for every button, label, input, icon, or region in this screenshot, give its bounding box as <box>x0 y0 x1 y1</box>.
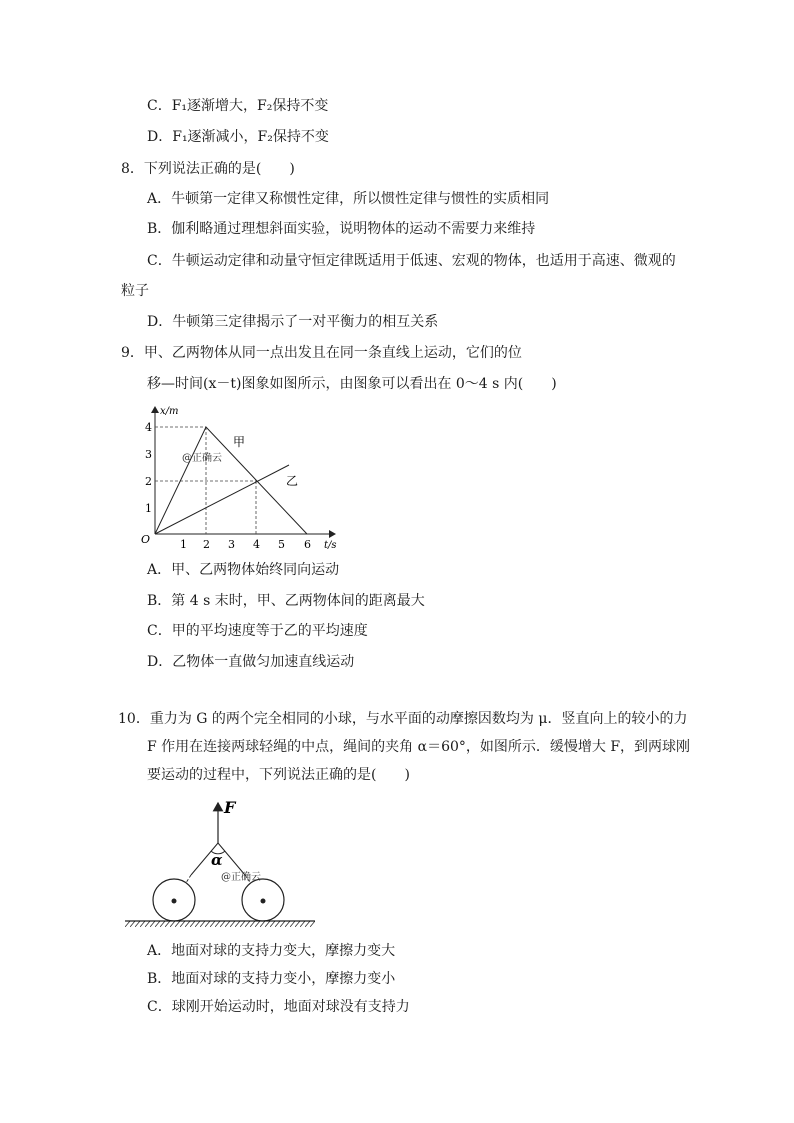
q8-option-d: D．牛顿第三定律揭示了一对平衡力的相互关系 <box>147 314 439 330</box>
q9-stem-line2: 移—时间(x－t)图象如图所示，由图象可以看出在 0～4 s 内( ) <box>147 376 557 392</box>
q9-option-d: D．乙物体一直做匀加速直线运动 <box>147 654 355 670</box>
q7-option-c: C．F₁逐渐增大，F₂保持不变 <box>147 98 329 114</box>
q10-stem-line1: 10．重力为 G 的两个完全相同的小球，与水平面的动摩擦因数均为 μ．竖直向上的较小的力 <box>118 711 688 727</box>
q10-ground-hatch <box>125 921 315 927</box>
q9-xtick-5: 5 <box>278 538 285 551</box>
q10-option-c: C．球刚开始运动时，地面对球没有支持力 <box>147 999 410 1015</box>
q10-option-a: A．地面对球的支持力变大，摩擦力变大 <box>147 943 396 959</box>
q8-stem: 8．下列说法正确的是( ) <box>121 161 295 177</box>
q9-ytick-1: 1 <box>145 502 152 515</box>
q9-stem-line1: 9．甲、乙两物体从同一点出发且在同一条直线上运动，它们的位 <box>121 345 522 361</box>
q10-angle-label: α <box>211 851 223 869</box>
q10-option-b: B．地面对球的支持力变小，摩擦力变小 <box>147 971 396 987</box>
q9-option-a: A．甲、乙两物体始终同向运动 <box>147 562 340 578</box>
q8-option-a: A．牛顿第一定律又称惯性定律，所以惯性定律与惯性的实质相同 <box>147 191 550 207</box>
q9-xt-graph <box>135 402 350 554</box>
q8-option-b: B．伽利略通过理想斜面实验，说明物体的运动不需要力来维持 <box>147 221 536 237</box>
q10-two-balls-figure <box>120 795 320 930</box>
q9-xtick-4: 4 <box>253 538 260 551</box>
q9-label-yi: 乙 <box>286 474 299 488</box>
q9-ytick-2: 2 <box>145 475 152 488</box>
q10-stem-line3: 要运动的过程中，下列说法正确的是( ) <box>147 767 410 783</box>
q9-xtick-2: 2 <box>203 538 210 551</box>
q9-xtick-1: 1 <box>180 538 187 551</box>
q9-x-axis-label: t/s <box>324 540 337 551</box>
q9-label-jia: 甲 <box>233 435 246 449</box>
q9-line-jia <box>155 427 307 534</box>
q9-origin-label: O <box>141 533 151 546</box>
q10-watermark: @正确云 <box>221 872 261 883</box>
q10-ball-right-center <box>261 899 266 904</box>
q9-ytick-3: 3 <box>145 448 152 461</box>
q9-ytick-4: 4 <box>145 421 152 434</box>
q10-ball-left-center <box>172 899 177 904</box>
q10-force-label: F <box>224 798 236 817</box>
q9-xtick-3: 3 <box>228 538 235 551</box>
q9-option-b: B．第 4 s 末时，甲、乙两物体间的距离最大 <box>147 593 425 609</box>
q9-line-yi <box>155 465 289 534</box>
q10-stem-line2: F 作用在连接两球轻绳的中点，绳间的夹角 α＝60°，如图所示．缓慢增大 F，到两球刚 <box>147 739 691 755</box>
q9-xtick-6: 6 <box>304 538 311 551</box>
q9-option-c: C．甲的平均速度等于乙的平均速度 <box>147 623 368 639</box>
q9-y-axis-label: x/m <box>160 406 179 417</box>
q8-option-c-line2: 粒子 <box>121 283 149 299</box>
q7-option-d: D．F₁逐渐减小，F₂保持不变 <box>147 129 329 145</box>
q8-option-c-line1: C．牛顿运动定律和动量守恒定律既适用于低速、宏观的物体，也适用于高速、微观的 <box>147 253 676 269</box>
q9-watermark: @正确云 <box>182 453 222 464</box>
